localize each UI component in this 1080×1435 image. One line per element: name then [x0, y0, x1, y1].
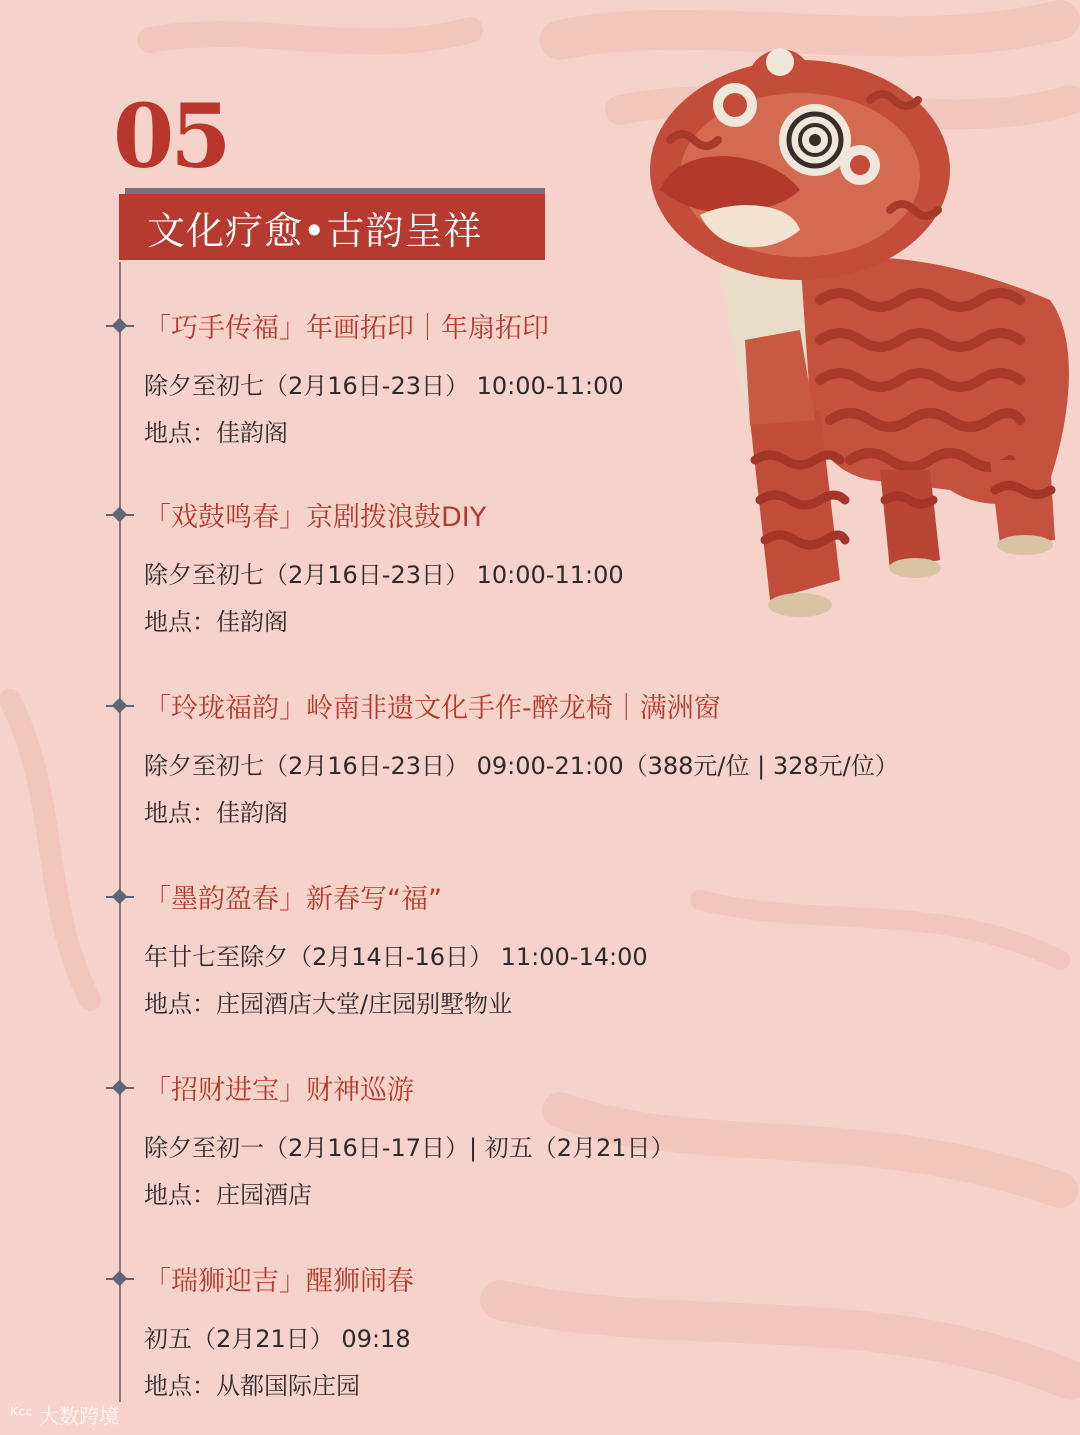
ke-logo-icon: ᴷᶜᶜ	[10, 1402, 34, 1427]
section-title: 文化疗愈•古韵呈祥	[119, 194, 545, 260]
lion-dance-illustration	[650, 40, 1080, 630]
event-time: 除夕至初七（2月16日-23日） 10:00-11:00	[144, 561, 624, 589]
event-time: 初五（2月21日） 09:18	[144, 1325, 411, 1353]
event-place: 地点：庄园酒店	[144, 1181, 312, 1209]
event-title: 「巧手传福」年画拓印｜年扇拓印	[144, 313, 549, 344]
event-place: 地点：从都国际庄园	[144, 1372, 360, 1400]
event-title: 「招财进宝」财神巡游	[144, 1075, 414, 1106]
watermark	[10, 1400, 119, 1429]
event-time: 除夕至初七（2月16日-23日） 10:00-11:00	[144, 372, 624, 400]
event-time: 除夕至初一（2月16日-17日）| 初五（2月21日）	[144, 1134, 675, 1162]
event-time: 年廿七至除夕（2月14日-16日） 11:00-14:00	[144, 943, 648, 971]
event-title: 「墨韵盈春」新春写“福”	[144, 884, 442, 915]
section-number: 05	[113, 84, 228, 188]
event-place: 地点：庄园酒店大堂/庄园别墅物业	[144, 990, 513, 1018]
event-title: 「玲珑福韵」岭南非遗文化手作-醉龙椅｜满洲窗	[144, 693, 721, 724]
event-place: 地点：佳韵阁	[144, 608, 288, 636]
timeline-line	[119, 262, 121, 1402]
event-time: 除夕至初七（2月16日-23日） 09:00-21:00（388元/位 | 328元/位）	[144, 752, 899, 780]
event-place: 地点：佳韵阁	[144, 799, 288, 827]
event-place: 地点：佳韵阁	[144, 419, 288, 447]
event-title: 「瑞狮迎吉」醒狮闹春	[144, 1266, 414, 1297]
watermark-text: 大数跨境	[39, 1404, 120, 1428]
event-title: 「戏鼓鸣春」京剧拨浪鼓DIY	[144, 502, 487, 533]
